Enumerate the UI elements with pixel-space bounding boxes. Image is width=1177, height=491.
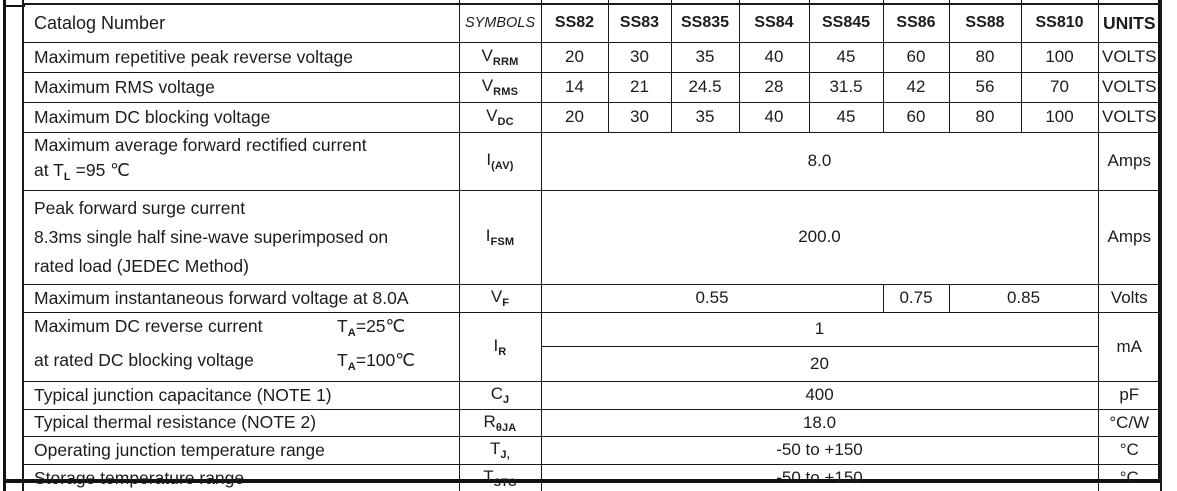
symbol-cj: $C_J$ (459, 381, 541, 409)
value-cell: 35 (671, 102, 739, 132)
value-cell: 100 (1021, 42, 1098, 72)
value-cell: 40 (739, 102, 809, 132)
param-label: Maximum DC reverse current $T_A=25℃$ at rated DC blocking voltage $T_A=100℃$ (23, 312, 459, 381)
part-header-ss88: SS88 (949, 4, 1021, 42)
value-cell: 31.5 (809, 72, 883, 102)
row-rthja (23, 409, 1161, 436)
value-cell: -50 to +150 (541, 464, 1098, 491)
part-header-ss845: SS845 (809, 4, 883, 42)
row-ifsm (23, 190, 1161, 284)
unit-cell: °C (1098, 464, 1161, 491)
part-header-ss82: SS82 (541, 4, 608, 42)
symbol-rthja: $R_{\theta JA}$ (459, 409, 541, 436)
value-cell: 24.5 (671, 72, 739, 102)
value-cell: 45 (809, 102, 883, 132)
value-cell: 20 (541, 102, 608, 132)
row-ir-25c (23, 312, 1161, 347)
unit-cell: VOLTS (1098, 102, 1161, 132)
value-cell: 8.0 (541, 132, 1098, 190)
param-label: Maximum instantaneous forward voltage at 8.0A (23, 284, 459, 312)
value-cell: 20 (541, 347, 1098, 382)
value-cell: 1 (541, 312, 1098, 347)
unit-cell: VOLTS (1098, 72, 1161, 102)
param-label: Storage temperature range (23, 464, 459, 491)
symbol-tstg: $T_{STG}$ (459, 464, 541, 491)
param-label: Maximum DC blocking voltage (23, 102, 459, 132)
value-cell: 30 (608, 102, 671, 132)
unit-cell: pF (1098, 381, 1161, 409)
row-vrrm (23, 42, 1161, 72)
ratings-table (22, 0, 1162, 491)
row-tstg (23, 464, 1161, 491)
value-cell: 0.55 (541, 284, 883, 312)
param-label: Maximum average forward rectified current at $T_L =95$ ℃ (23, 132, 459, 190)
value-cell: 400 (541, 381, 1098, 409)
row-cj (23, 381, 1161, 409)
part-header-ss84: SS84 (739, 4, 809, 42)
value-cell: 60 (883, 42, 949, 72)
header-row (23, 4, 1161, 42)
part-header-ss83: SS83 (608, 4, 671, 42)
symbols-header: SYMBOLS (459, 4, 541, 42)
value-cell: 70 (1021, 72, 1098, 102)
param-label: Operating junction temperature range (23, 436, 459, 464)
value-cell: 56 (949, 72, 1021, 102)
symbol-vf: $V_F$ (459, 284, 541, 312)
row-tj (23, 436, 1161, 464)
units-header: UNITS (1098, 4, 1161, 42)
value-cell: 14 (541, 72, 608, 102)
param-label: Maximum repetitive peak reverse voltage (23, 42, 459, 72)
part-header-ss86: SS86 (883, 4, 949, 42)
symbol-ifsm: $I_{FSM}$ (459, 190, 541, 284)
value-cell: -50 to +150 (541, 436, 1098, 464)
value-cell: 42 (883, 72, 949, 102)
symbol-iav: $I_{(AV)}$ (459, 132, 541, 190)
value-cell: 60 (883, 102, 949, 132)
symbol-tj: $T_{J,}$ (459, 436, 541, 464)
row-vf (23, 284, 1161, 312)
param-label: Typical junction capacitance (NOTE 1) (23, 381, 459, 409)
value-cell: 30 (608, 42, 671, 72)
part-header-ss810: SS810 (1021, 4, 1098, 42)
symbol-vrrm: $V_{RRM}$ (459, 42, 541, 72)
unit-cell: Volts (1098, 284, 1161, 312)
symbol-ir: $I_R$ (459, 312, 541, 381)
part-header-ss835: SS835 (671, 4, 739, 42)
value-cell: 100 (1021, 102, 1098, 132)
row-iav (23, 132, 1161, 190)
value-cell: 28 (739, 72, 809, 102)
unit-cell: VOLTS (1098, 42, 1161, 72)
value-cell: 35 (671, 42, 739, 72)
unit-cell: Amps (1098, 190, 1161, 284)
row-vdc (23, 102, 1161, 132)
unit-cell: Amps (1098, 132, 1161, 190)
unit-cell: °C/W (1098, 409, 1161, 436)
param-label: Maximum RMS voltage (23, 72, 459, 102)
symbol-vdc: $V_{DC}$ (459, 102, 541, 132)
unit-cell: °C (1098, 436, 1161, 464)
catalog-number-header: Catalog Number (23, 4, 459, 42)
value-cell: 21 (608, 72, 671, 102)
value-cell: 0.85 (949, 284, 1098, 312)
value-cell: 80 (949, 42, 1021, 72)
value-cell: 80 (949, 102, 1021, 132)
value-cell: 20 (541, 42, 608, 72)
param-label: Typical thermal resistance (NOTE 2) (23, 409, 459, 436)
value-cell: 45 (809, 42, 883, 72)
value-cell: 40 (739, 42, 809, 72)
value-cell: 0.75 (883, 284, 949, 312)
value-cell: 18.0 (541, 409, 1098, 436)
unit-cell: mA (1098, 312, 1161, 381)
row-vrms (23, 72, 1161, 102)
value-cell: 200.0 (541, 190, 1098, 284)
param-label: Peak forward surge current 8.3ms single half sine-wave superimposed on rated load (JEDEC Method) (23, 190, 459, 284)
page-frame-left (3, 0, 6, 491)
symbol-vrms: $V_{RMS}$ (459, 72, 541, 102)
